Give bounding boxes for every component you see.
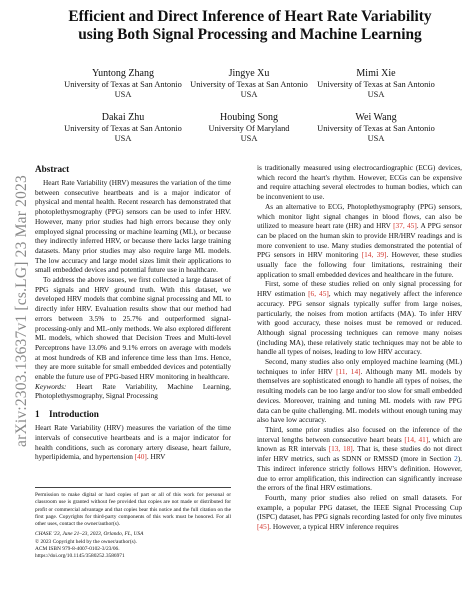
citation-link[interactable]: [40] [134,452,147,462]
body-text: As an alternative to ECG, Photoplethysmography (PPG) sensors, which monitor light signal changes in blood flows, can also be utilized to measure heart rate (HR) and HRV [257,201,462,231]
author-affiliation: University Of Maryland [208,124,290,133]
intro-paragraph [35,423,231,462]
citation-link[interactable]: [45] [257,522,270,532]
citation-link[interactable]: [13, 18] [328,444,353,454]
doi-link[interactable]: https://doi.org/10.1145/3580252.3586971 [35,553,125,560]
conference-info: CHASE '23, June 21–23, 2023, Orlando, FL, USA [35,531,144,538]
author-country: USA [240,134,258,143]
isbn-line: ACM ISBN 979-8-4007-0102-3/23/06. [35,546,120,553]
body-text: . However, these studies usually face the following four limitations, restraining their application to small embedded devices and healthcare in the future. [257,250,462,279]
keywords-label: Keywords: [35,381,67,391]
author-affiliation: University of Texas at San Antonio [64,80,182,89]
author-block [291,112,461,144]
abstract-heading: Abstract [35,164,70,174]
citation-link[interactable]: [6, 45] [308,289,329,299]
body-paragraph [257,425,462,493]
body-text: , which may negatively affect the inference accuracy. PPG sensor signals typically suffer from large noises, particularly, the noises from motion artifacts (MA). To infer HRV with good accuracy, these noises must be removed or reduced. Although signal processing techniques can remove many noises (including MA), these relatively static techniques may not be able to handle all types of noises, leading to low HRV accuracy. [257,289,462,357]
citation-link[interactable]: [11, 14] [336,366,361,376]
body-text: Second, many studies also only employed machine learning (ML) techniques to infer HRV [257,357,462,376]
keywords [35,382,231,401]
abstract-paragraph: Heart Rate Variability (HRV) measures the variation of the time between consecutive heartbeats and is a major indicator of physical and mental health. Recent research has demonstrated that photoplethysmography (PPG) sensors can be used to infer HRV. However, many prior studies had high errors because they only employed signal processing or machine learning (ML), or because they indirectly inferred HRV, or because there lacks large training datasets. Many prior studies may also require large ML models. The low accuracy and large model sizes limit their applications to small embedded devices and potential future use in healthcare. [35,178,231,275]
author-affiliation: University of Texas at San Antonio [317,80,435,89]
left-column [35,164,231,462]
body-text: ). This indirect inference strictly follows HRV's definition. However, due to error amplification, this indirection can significantly increase the errors of the final HRV estimations. [257,454,462,493]
paper-title [40,8,460,44]
author-affiliation: University of Texas at San Antonio [190,80,308,89]
intro-text: Heart Rate Variability (HRV) measures the variation of the time intervals of consecutive heartbeats and is a major indicator for health conditions, such as coronary artery disease, heart failure, hyperlipidemia, and hypertension [35,423,231,462]
author-name: Wei Wang [355,112,397,123]
citation-link[interactable]: [37, [393,221,405,231]
body-paragraph [257,202,462,280]
author-name: Mimi Xie [356,68,396,79]
author-affiliation: University of Texas at San Antonio [317,124,435,133]
intro-text: . HRV [146,452,166,462]
title-line-2: using Both Signal Processing and Machine Learning [78,26,422,43]
body-text: . A PPG sensor can be placed on the human skin to provide HR/HRV readings and is more convenient to use. Many studies demonstrated the potential of PPG sensors in HRV monitoring [257,221,463,260]
author-name: Yuntong Zhang [92,68,154,79]
body-text: , which are known as RR intervals [257,434,462,454]
citation-link[interactable]: [14, 39] [361,250,387,260]
section-heading-introduction [35,409,231,420]
author-name: Dakai Zhu [101,112,145,123]
author-country: USA [240,90,258,99]
permission-notice: Permission to make digital or hard copies of part or all of this work for personal or classroom use is granted without fee provided that copies are not made or distributed for profit or commercial advantage and that copies bear this notice and the full citation on the first page. Copyrights for third-party components of this work must be honored. For all other uses, contact the owner/author(s). [35,492,231,528]
right-column [257,163,462,532]
author-country: USA [114,134,132,143]
copyright-line: © 2023 Copyright held by the owner/author(s). [35,538,137,545]
title-line-1: Efficient and Direct Inference of Heart Rate Variability [68,8,432,25]
author-country: USA [367,134,385,143]
copyright-footnote [35,487,231,561]
body-text: . However, a typical HRV inference requires [269,522,399,532]
body-text: Third, some prior studies also focused on the inference of the interval lengths between consecutive heart beats [257,424,462,444]
body-text: Fourth, many prior studies also relied on small datasets. For example, a popular PPG dataset, the IEEE Signal Processing Cup (ISPC) dataset, has PPG signals recording lasted for only five minutes [257,492,462,522]
body-paragraph: is traditionally measured using electrocardiographic (ECG) devices, which record the heart's rhythm. However, ECGs can be expensive and require attaching several electrodes to human bodies, which can be inconvenient to use. [257,163,462,202]
section-number: 1 [35,409,40,420]
author-name: Houbing Song [219,112,279,123]
body-paragraph [257,357,462,425]
author-country: USA [114,90,132,99]
body-paragraph [257,279,462,357]
arxiv-stamp [12,146,32,476]
section-link[interactable]: 2 [454,454,458,464]
author-name: Jingye Xu [228,68,270,79]
body-text: . That is, these studies do not direct infer HRV metrics, such as SDNN or RMSSD (more in Section [257,444,462,464]
body-paragraph [257,493,462,532]
arxiv-stamp-text: arXiv:2303.13637v1 [cs.LG] 23 Mar 2023 [13,175,30,447]
citation-link[interactable]: 45] [407,221,417,231]
citation-link[interactable]: [14, 41] [404,434,429,444]
abstract-paragraph: To address the above issues, we first collected a large dataset of PPG signals and HRV ground truth. With this dataset, we developed HRV models that combine signal processing and ML to directly infer HRV. Evaluation results show that our method had errors between 3.5% to 25.7% and outperformed signal-processing-only and ML-only methods. We also explored different ML models, which showed that Decision Trees and Multi-level Perceptrons have 13.0% and 9.1% errors on average with models at most hundreds of KB and inference time less than 1ms. Hence, they are more suitable for small embedded devices and potentially enable the future use of PPG-based HRV monitoring in healthcare. [35,275,231,382]
keywords-text: Heart Rate Variability, Machine Learning, Photoplethysmography, Signal Processing [35,381,231,401]
author-block [291,68,461,100]
author-country: USA [367,90,385,99]
body-text: . Although many ML models by themselves are sophisticated enough to handle all types of noises, the resulting models can be too large and/or too slow for small embedded devices. Moreover, training and tuning ML models with raw PPG data can be quite challenging. ML models without enough tuning may also have low accuracy. [257,366,462,425]
body-text: First, some of these studies relied on only signal processing for HRV estimation [257,279,462,299]
author-affiliation: University of Texas at San Antonio [64,124,182,133]
section-title: Introduction [49,409,99,420]
